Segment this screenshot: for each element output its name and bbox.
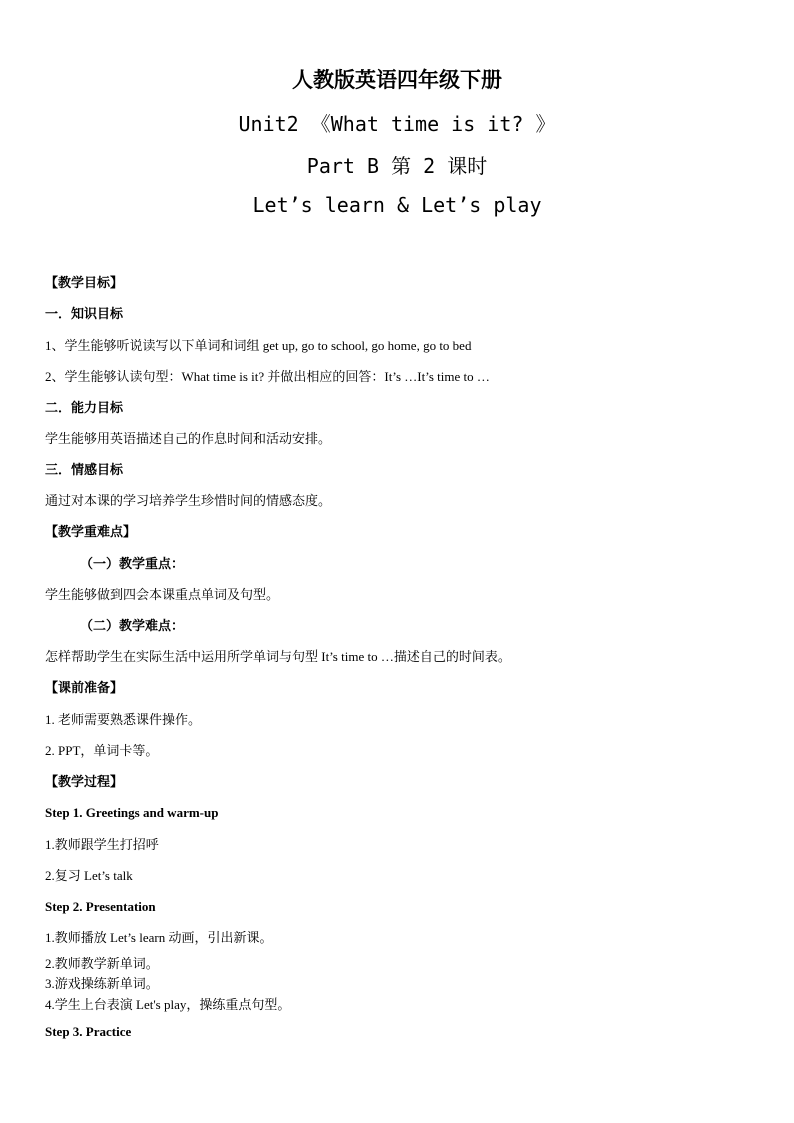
prep-item-1: 1. 老师需要熟悉课件操作。 (45, 712, 202, 727)
step2-heading: Step 2. Presentation (45, 899, 156, 914)
step1-item-2: 2.复习 Let’s talk (45, 868, 133, 883)
unit-title: Unit2 《What time is it? 》 (238, 112, 556, 136)
emotion-text: 通过对本课的学习培养学生珍惜时间的情感态度。 (45, 493, 332, 508)
key-difficult-heading: 【教学重难点】 (45, 524, 137, 539)
objectives-heading: 【教学目标】 (45, 275, 124, 290)
step3-heading: Step 3. Practice (45, 1024, 132, 1039)
step2-item-1: 1.教师播放 Let’s learn 动画，引出新课。 (45, 930, 273, 945)
prep-item-2: 2. PPT，单词卡等。 (45, 743, 159, 758)
knowledge-heading: 一．知识目标 (45, 306, 124, 321)
step1-heading: Step 1. Greetings and warm-up (45, 805, 219, 820)
emotion-heading: 三．情感目标 (45, 462, 124, 477)
knowledge-item-1: 1、学生能够听说读写以下单词和词组 get up, go to school, go home, go to bed (45, 338, 472, 353)
ability-text: 学生能够用英语描述自己的作息时间和活动安排。 (45, 431, 332, 446)
lesson-title: Let’s learn & Let’s play (252, 193, 542, 217)
ability-heading: 二．能力目标 (45, 400, 124, 415)
step2-item-4: 4.学生上台表演 Let's play，操练重点句型。 (45, 997, 291, 1012)
step2-item-2: 2.教师教学新单词。 (45, 956, 159, 971)
key-heading: （一）教学重点： (80, 556, 185, 571)
knowledge-item-2: 2、学生能够认读句型：What time is it? 并做出相应的回答：It’s …It’s time to … (45, 369, 490, 384)
key-text: 学生能够做到四会本课重点单词及句型。 (45, 587, 280, 602)
part-title: Part B 第 2 课时 (306, 154, 488, 178)
step1-item-1: 1.教师跟学生打招呼 (45, 837, 159, 852)
prep-heading: 【课前准备】 (45, 680, 124, 695)
process-heading: 【教学过程】 (45, 774, 124, 789)
step2-item-3: 3.游戏操练新单词。 (45, 976, 159, 991)
difficult-text: 怎样帮助学生在实际生活中运用所学单词与句型 It’s time to …描述自己的时间表。 (45, 649, 511, 664)
document-title: 人教版英语四年级下册 (292, 67, 502, 92)
difficult-heading: （二）教学难点： (80, 618, 185, 633)
